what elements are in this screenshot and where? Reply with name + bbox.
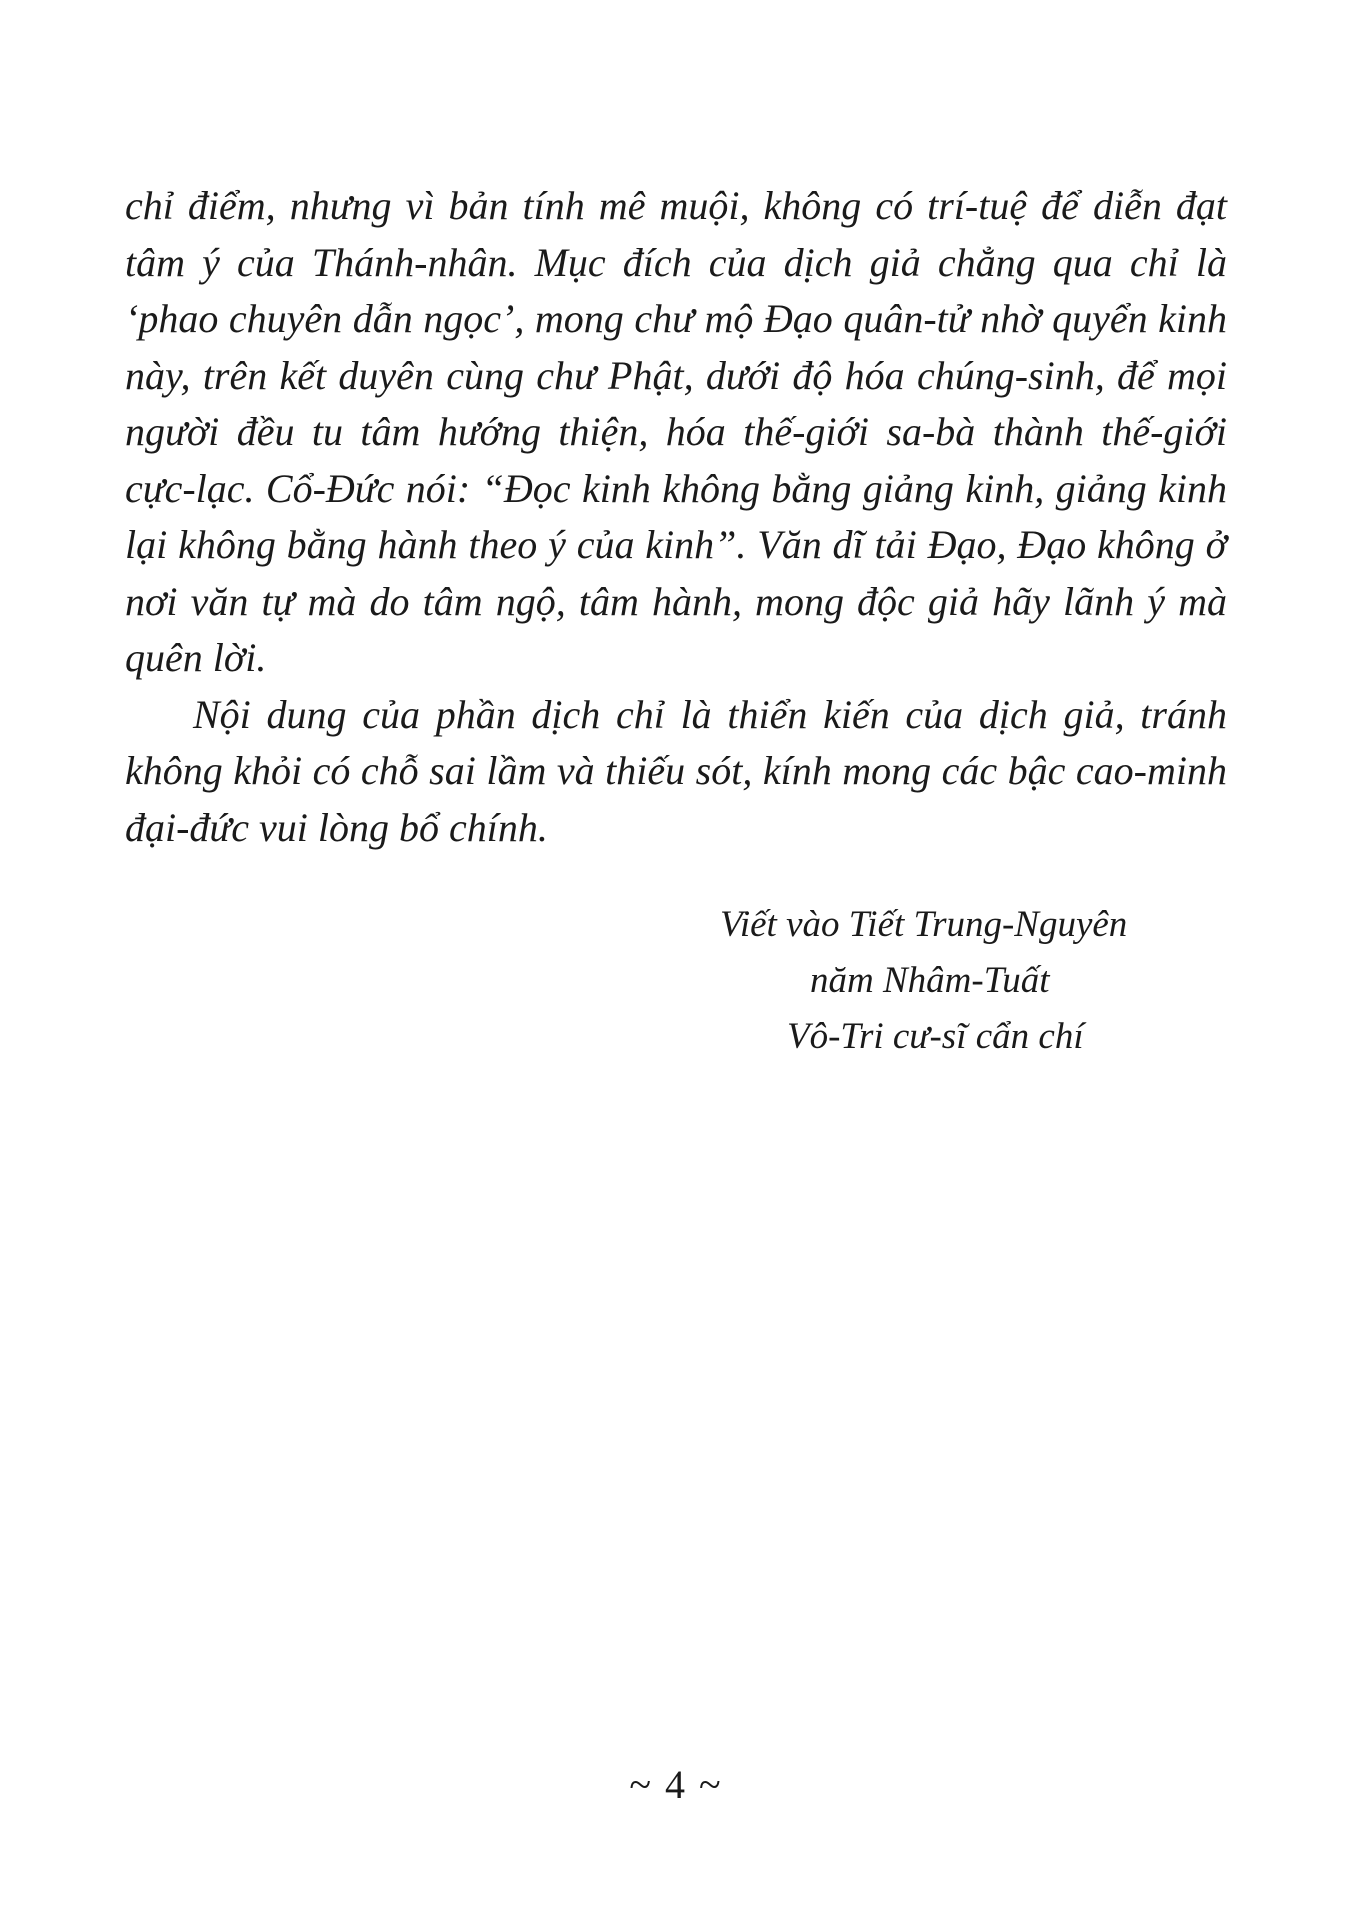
body-text bbox=[125, 178, 1227, 856]
signature-year-line: năm Nhâm-Tuất bbox=[810, 960, 1050, 1001]
signature-block bbox=[640, 897, 1240, 1065]
page-number: ~ 4 ~ bbox=[629, 1762, 723, 1807]
paragraph-closing-note: Nội dung của phần dịch chỉ là thiển kiến của dịch giả, tránh không khỏi có chỗ sai lầm và thiếu sót, kính mong các bậc cao-minh đại-đức vui lòng bổ chính. bbox=[125, 691, 1227, 850]
paragraph-continuation: chỉ điểm, nhưng vì bản tính mê muội, không có trí-tuệ để diễn đạt tâm ý của Thánh-nhân. Mục đích của dịch giả chẳng qua chỉ là ‘phao chuyên dẫn ngọc’, mong chư mộ Đạo quân-tử nhờ quyển kinh này, trên kết duyên cùng chư Phật, dưới độ hóa chúng-sinh, để mọi người đều tu tâm hướng thiện, hóa thế-giới sa-bà thành thế-giới cực-lạc. Cổ-Đức nói: “Đọc kinh không bằng giảng kinh, giảng kinh lại không bằng hành theo ý của kinh”. Văn dĩ tải Đạo, Đạo không ở nơi văn tự mà do tâm ngộ, tâm hành, mong độc giả hãy lãnh ý mà quên lời. bbox=[125, 183, 1227, 680]
signature-author-line: Vô-Tri cư-sĩ cẩn chí bbox=[787, 1016, 1084, 1057]
signature-date-line: Viết vào Tiết Trung-Nguyên bbox=[720, 904, 1128, 945]
